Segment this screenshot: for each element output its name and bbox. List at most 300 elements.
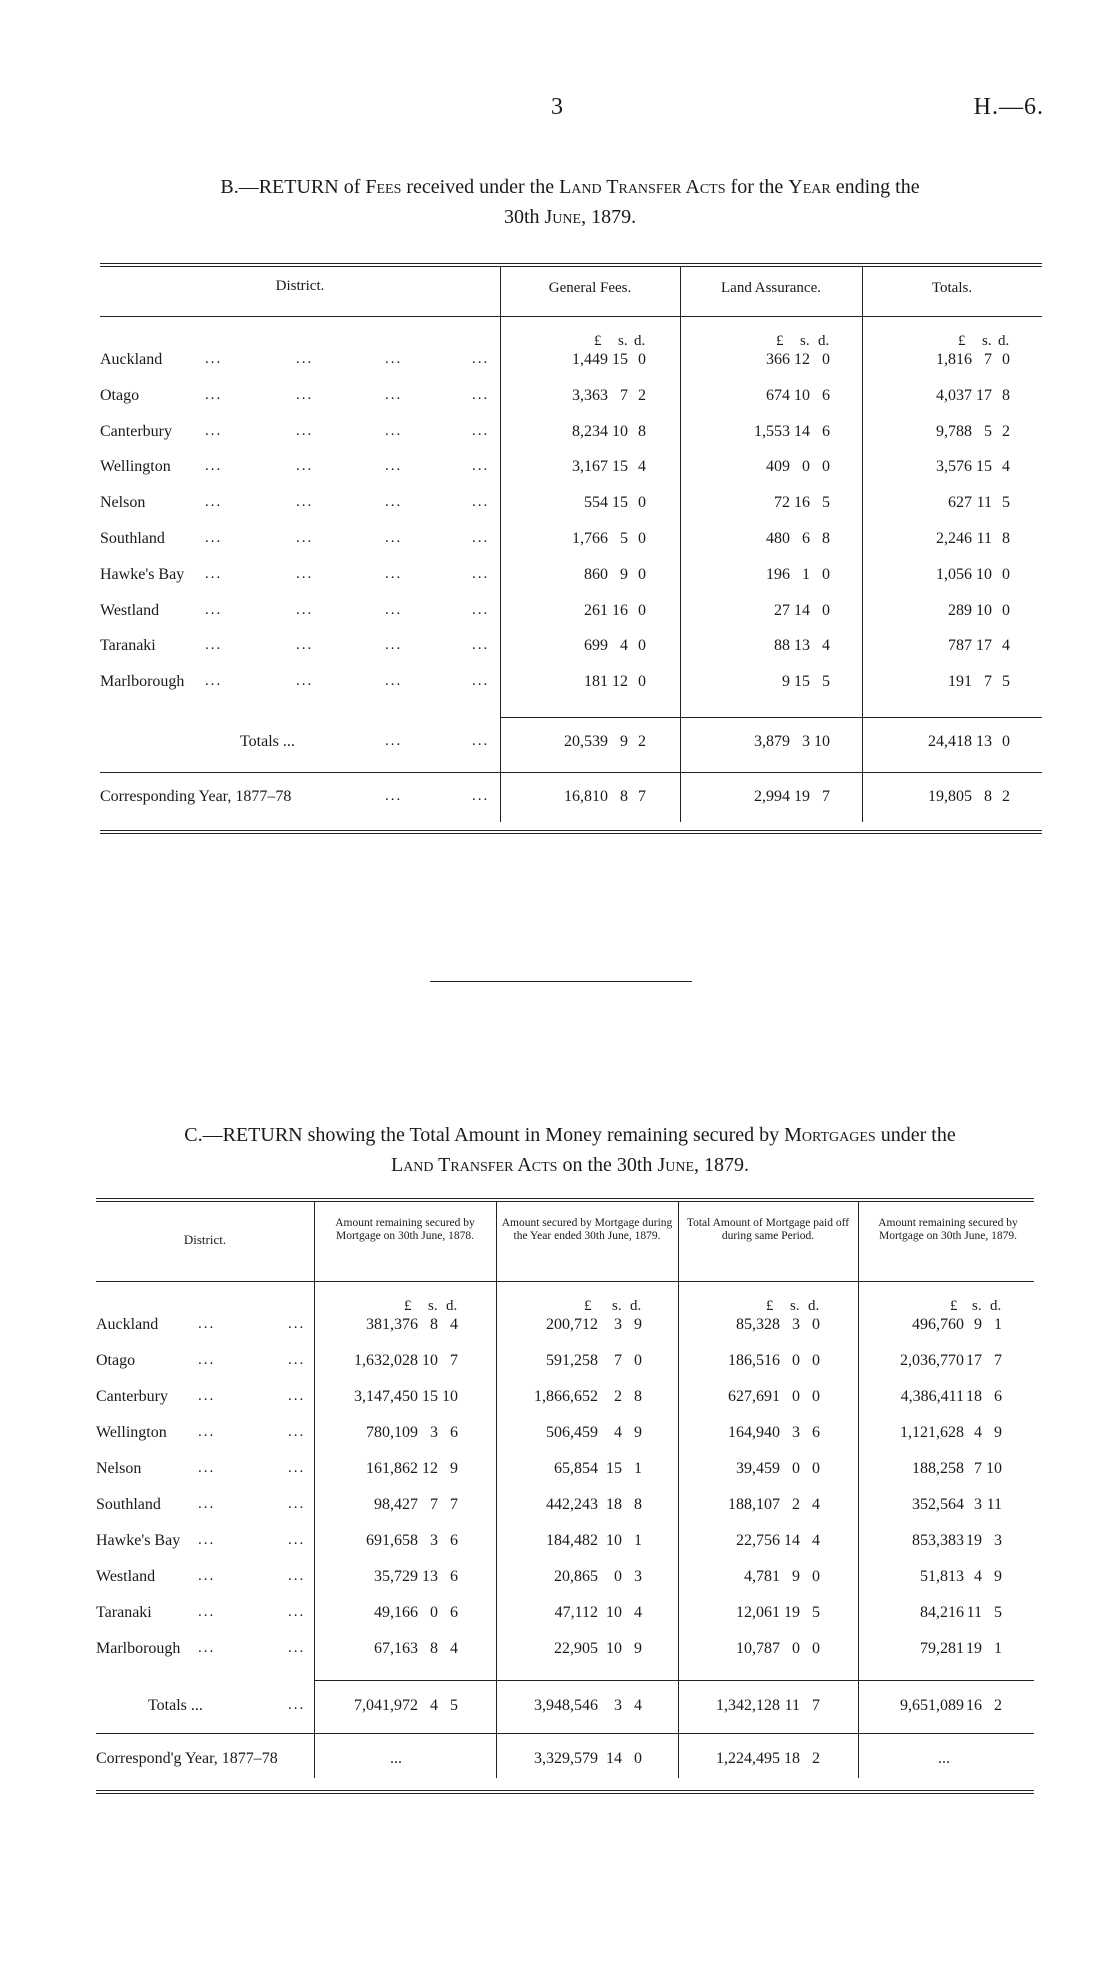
- land-assurance-shillings: 1: [802, 566, 810, 583]
- land-assurance-pence: 5: [822, 673, 830, 690]
- table-c-top-rule: [96, 1198, 1034, 1199]
- district-name: Westland: [100, 602, 160, 619]
- totals-shillings: 17: [976, 637, 992, 654]
- leader-dots: ...: [288, 1460, 306, 1476]
- amount-c1-pounds: 161,862: [366, 1460, 418, 1477]
- corresponding-totals-pence: 2: [1002, 788, 1010, 805]
- table-c-header-district: District.: [183, 1232, 227, 1247]
- corresponding-general-fees-shillings: 8: [620, 788, 628, 805]
- amount-c3-pounds: 12,061: [736, 1604, 780, 1621]
- totals-pounds: 787: [948, 637, 972, 654]
- amount-c2-pounds: 184,482: [546, 1532, 598, 1549]
- amount-c4-shillings: 4: [974, 1568, 982, 1585]
- totals-shillings: 5: [984, 423, 992, 440]
- totals-totals-pence: 0: [1002, 733, 1010, 750]
- land-assurance-pounds: 88: [774, 637, 790, 654]
- totals-c4-pounds: 9,651,089: [900, 1697, 964, 1714]
- table-c-column-rule-1: [314, 1201, 315, 1778]
- amount-c1-pounds: 381,376: [366, 1316, 418, 1333]
- amount-c3-shillings: 0: [792, 1388, 800, 1405]
- leader-dots: ...: [385, 458, 403, 474]
- table-b-bottom-rule-inner: [100, 833, 1042, 834]
- table-b-header-district: District.: [275, 278, 325, 294]
- amount-c2-pence: 9: [634, 1640, 642, 1657]
- totals-pence: 4: [1002, 637, 1010, 654]
- land-assurance-pounds: 9: [782, 673, 790, 690]
- table-c-header-paid-off: Total Amount of Mortgage paid off during same Period.: [686, 1217, 850, 1242]
- totals-shillings: 7: [984, 351, 992, 368]
- district-name: Otago: [96, 1352, 136, 1369]
- table-c-c3-shillings-sign: s.: [790, 1298, 800, 1314]
- amount-c4-pounds: 496,760: [912, 1316, 964, 1333]
- amount-c3-pence: 0: [812, 1352, 820, 1369]
- land-assurance-pounds: 196: [766, 566, 790, 583]
- table-c-c4-pence-sign: d.: [990, 1298, 1002, 1314]
- amount-c1-shillings: 12: [422, 1460, 438, 1477]
- amount-c4-shillings: 11: [966, 1604, 982, 1621]
- amount-c2-pence: 4: [634, 1604, 642, 1621]
- leader-dots: ...: [296, 673, 314, 689]
- amount-c4-pence: 10: [986, 1460, 1002, 1477]
- leader-dots: ...: [385, 423, 403, 439]
- totals-shillings: 11: [976, 530, 992, 547]
- amount-c3-shillings: 19: [784, 1604, 800, 1621]
- amount-c2-shillings: 10: [606, 1604, 622, 1621]
- table-b-bottom-rule: [100, 830, 1042, 831]
- amount-c4-pounds: 51,813: [920, 1568, 964, 1585]
- table-c-corresponding-label: Correspond'g Year, 1877–78: [96, 1750, 278, 1767]
- amount-c2-pounds: 22,905: [554, 1640, 598, 1657]
- corresponding-c4: ...: [938, 1750, 950, 1767]
- amount-c1-shillings: 8: [430, 1316, 438, 1333]
- amount-c4-pounds: 84,216: [920, 1604, 964, 1621]
- amount-c4-shillings: 19: [966, 1532, 982, 1549]
- amount-c4-pence: 6: [994, 1388, 1002, 1405]
- amount-c2-shillings: 10: [606, 1640, 622, 1657]
- amount-c1-shillings: 13: [422, 1568, 438, 1585]
- leader-dots: ...: [472, 788, 490, 804]
- amount-c1-shillings: 8: [430, 1640, 438, 1657]
- district-name: Southland: [100, 530, 165, 547]
- land-assurance-shillings: 13: [794, 637, 810, 654]
- leader-dots: ...: [288, 1316, 306, 1332]
- amount-c1-pence: 7: [450, 1496, 458, 1513]
- table-c-header-rule: [96, 1281, 1034, 1282]
- general-fees-pounds: 699: [584, 637, 608, 654]
- corresponding-land-assurance-pence: 7: [822, 788, 830, 805]
- amount-c4-shillings: 4: [974, 1424, 982, 1441]
- leader-dots: ...: [472, 351, 490, 367]
- leader-dots: ...: [198, 1352, 216, 1368]
- land-assurance-pounds: 1,553: [754, 423, 790, 440]
- leader-dots: ...: [296, 458, 314, 474]
- amount-c4-pence: 1: [994, 1640, 1002, 1657]
- totals-pence: 0: [1002, 351, 1010, 368]
- amount-c1-pounds: 3,147,450: [354, 1388, 418, 1405]
- district-name: Wellington: [96, 1424, 167, 1441]
- amount-c4-pence: 9: [994, 1424, 1002, 1441]
- amount-c3-pounds: 4,781: [744, 1568, 780, 1585]
- amount-c3-pence: 4: [812, 1496, 820, 1513]
- totals-c1-pounds: 7,041,972: [354, 1697, 418, 1714]
- leader-dots: ...: [296, 387, 314, 403]
- amount-c4-pence: 1: [994, 1316, 1002, 1333]
- land-assurance-shillings: 6: [802, 530, 810, 547]
- amount-c2-pence: 0: [634, 1352, 642, 1369]
- totals-general-fees-shillings: 9: [620, 733, 628, 750]
- general-fees-shillings: 4: [620, 637, 628, 654]
- amount-c1-pounds: 49,166: [374, 1604, 418, 1621]
- amount-c4-shillings: 7: [974, 1460, 982, 1477]
- leader-dots: ...: [205, 637, 223, 653]
- amount-c1-shillings: 0: [430, 1604, 438, 1621]
- totals-shillings: 10: [976, 602, 992, 619]
- leader-dots: ...: [385, 494, 403, 510]
- leader-dots: ...: [385, 637, 403, 653]
- table-b-corresponding-rule: [100, 772, 1042, 773]
- leader-dots: ...: [472, 637, 490, 653]
- amount-c2-shillings: 7: [614, 1352, 622, 1369]
- leader-dots: ...: [198, 1388, 216, 1404]
- table-c-c4-pound-sign: £: [950, 1298, 958, 1314]
- leader-dots: ...: [472, 458, 490, 474]
- leader-dots: ...: [205, 387, 223, 403]
- leader-dots: ...: [288, 1640, 306, 1656]
- leader-dots: ...: [472, 733, 490, 749]
- general-fees-shillings: 15: [612, 494, 628, 511]
- table-c-bottom-rule-inner: [96, 1793, 1034, 1794]
- land-assurance-pounds: 366: [766, 351, 790, 368]
- amount-c2-pounds: 47,112: [554, 1604, 598, 1621]
- totals-pounds: 2,246: [936, 530, 972, 547]
- amount-c3-pence: 0: [812, 1316, 820, 1333]
- table-c-header-secured-during-year: Amount secured by Mortgage during the Year ended 30th June, 1879.: [501, 1217, 673, 1242]
- land-assurance-shillings: 16: [794, 494, 810, 511]
- amount-c4-shillings: 18: [966, 1388, 982, 1405]
- amount-c2-pounds: 200,712: [546, 1316, 598, 1333]
- leader-dots: ...: [198, 1496, 216, 1512]
- amount-c3-pence: 0: [812, 1640, 820, 1657]
- corresponding-c2-shillings: 14: [606, 1750, 622, 1767]
- totals-shillings: 10: [976, 566, 992, 583]
- totals-c3-pounds: 1,342,128: [716, 1697, 780, 1714]
- leader-dots: ...: [288, 1388, 306, 1404]
- general-fees-pounds: 261: [584, 602, 608, 619]
- amount-c4-pounds: 1,121,628: [900, 1424, 964, 1441]
- amount-c2-shillings: 15: [606, 1460, 622, 1477]
- amount-c3-pence: 0: [812, 1460, 820, 1477]
- page-number: 3: [551, 94, 563, 120]
- amount-c2-pence: 8: [634, 1388, 642, 1405]
- table-b-assurance-pence-sign: d.: [818, 333, 830, 349]
- leader-dots: ...: [472, 602, 490, 618]
- leader-dots: ...: [198, 1532, 216, 1548]
- totals-c4-pence: 2: [994, 1697, 1002, 1714]
- leader-dots: ...: [296, 602, 314, 618]
- corresponding-land-assurance-shillings: 19: [794, 788, 810, 805]
- totals-c1-pence: 5: [450, 1697, 458, 1714]
- leader-dots: ...: [205, 423, 223, 439]
- table-c-c2-pound-sign: £: [584, 1298, 592, 1314]
- general-fees-pounds: 1,766: [572, 530, 608, 547]
- amount-c1-pounds: 98,427: [374, 1496, 418, 1513]
- amount-c1-pence: 6: [450, 1532, 458, 1549]
- general-fees-pence: 0: [638, 351, 646, 368]
- corresponding-general-fees-pounds: 16,810: [564, 788, 608, 805]
- amount-c3-pence: 4: [812, 1532, 820, 1549]
- amount-c4-pounds: 4,386,411: [900, 1388, 964, 1405]
- leader-dots: ...: [198, 1460, 216, 1476]
- totals-c2-pence: 4: [634, 1697, 642, 1714]
- amount-c3-shillings: 0: [792, 1640, 800, 1657]
- amount-c4-pounds: 2,036,770: [900, 1352, 964, 1369]
- amount-c4-pence: 5: [994, 1604, 1002, 1621]
- amount-c3-shillings: 3: [792, 1424, 800, 1441]
- amount-c3-shillings: 2: [792, 1496, 800, 1513]
- leader-dots: ...: [288, 1568, 306, 1584]
- leader-dots: ...: [296, 351, 314, 367]
- amount-c2-pounds: 65,854: [554, 1460, 598, 1477]
- table-c-c3-pound-sign: £: [766, 1298, 774, 1314]
- table-b-totals-rule: [500, 717, 1042, 718]
- amount-c1-pounds: 35,729: [374, 1568, 418, 1585]
- totals-shillings: 15: [976, 458, 992, 475]
- general-fees-pounds: 1,449: [572, 351, 608, 368]
- general-fees-shillings: 12: [612, 673, 628, 690]
- district-name: Auckland: [100, 351, 163, 368]
- leader-dots: ...: [288, 1496, 306, 1512]
- amount-c1-pence: 4: [450, 1316, 458, 1333]
- general-fees-pounds: 860: [584, 566, 608, 583]
- table-b-corresponding-label: Corresponding Year, 1877–78: [100, 788, 292, 805]
- district-name: Nelson: [100, 494, 146, 511]
- land-assurance-pounds: 409: [766, 458, 790, 475]
- land-assurance-pence: 0: [822, 566, 830, 583]
- totals-pence: 4: [1002, 458, 1010, 475]
- amount-c2-shillings: 3: [614, 1316, 622, 1333]
- amount-c2-shillings: 2: [614, 1388, 622, 1405]
- table-b-general-pound-sign: £: [594, 333, 602, 349]
- table-c-column-rule-2: [496, 1201, 497, 1778]
- amount-c4-pence: 7: [994, 1352, 1002, 1369]
- leader-dots: ...: [288, 1352, 306, 1368]
- leader-dots: ...: [198, 1568, 216, 1584]
- corresponding-c3-shillings: 18: [784, 1750, 800, 1767]
- amount-c4-pence: 11: [986, 1496, 1002, 1513]
- amount-c3-pounds: 627,691: [728, 1388, 780, 1405]
- general-fees-pounds: 3,167: [572, 458, 608, 475]
- leader-dots: ...: [472, 673, 490, 689]
- general-fees-shillings: 7: [620, 387, 628, 404]
- district-name: Taranaki: [100, 637, 156, 654]
- corresponding-c3-pence: 2: [812, 1750, 820, 1767]
- leader-dots: ...: [296, 494, 314, 510]
- district-name: Canterbury: [100, 423, 172, 440]
- amount-c1-pence: 4: [450, 1640, 458, 1657]
- general-fees-pence: 0: [638, 494, 646, 511]
- table-b-column-rule-1: [500, 266, 501, 822]
- totals-totals-pounds: 24,418: [928, 733, 972, 750]
- leader-dots: ...: [296, 637, 314, 653]
- totals-pounds: 1,056: [936, 566, 972, 583]
- leader-dots: ...: [198, 1424, 216, 1440]
- corresponding-land-assurance-pounds: 2,994: [754, 788, 790, 805]
- leader-dots: ...: [205, 673, 223, 689]
- totals-c1-shillings: 4: [430, 1697, 438, 1714]
- table-c-corresponding-rule: [96, 1733, 1034, 1734]
- totals-pounds: 289: [948, 602, 972, 619]
- district-name: Marlborough: [100, 673, 185, 690]
- leader-dots: ...: [385, 788, 403, 804]
- leader-dots: ...: [385, 733, 403, 749]
- amount-c1-shillings: 10: [422, 1352, 438, 1369]
- table-c-header-remaining-1879: Amount remaining secured by Mortgage on 30th June, 1879.: [878, 1217, 1018, 1242]
- table-b-general-pence-sign: d.: [634, 333, 646, 349]
- land-assurance-pence: 0: [822, 458, 830, 475]
- amount-c1-pence: 9: [450, 1460, 458, 1477]
- general-fees-pence: 0: [638, 637, 646, 654]
- amount-c3-pence: 0: [812, 1388, 820, 1405]
- table-b-totals-label: Totals ...: [240, 733, 295, 750]
- district-name: Hawke's Bay: [100, 566, 185, 583]
- amount-c1-pounds: 691,658: [366, 1532, 418, 1549]
- land-assurance-shillings: 0: [802, 458, 810, 475]
- corresponding-totals-pounds: 19,805: [928, 788, 972, 805]
- table-b-title-line1: B.—RETURN of Fees received under the Land Transfer Acts for the Year ending the: [220, 176, 920, 198]
- amount-c3-pence: 6: [812, 1424, 820, 1441]
- table-c-c1-pound-sign: £: [404, 1298, 412, 1314]
- totals-land-assurance-shillings: 3: [802, 733, 810, 750]
- table-b-column-rule-2: [680, 266, 681, 822]
- leader-dots: ...: [385, 566, 403, 582]
- district-name: Southland: [96, 1496, 161, 1513]
- amount-c3-pounds: 186,516: [728, 1352, 780, 1369]
- table-c-c3-pence-sign: d.: [808, 1298, 820, 1314]
- district-name: Wellington: [100, 458, 171, 475]
- land-assurance-pence: 0: [822, 351, 830, 368]
- amount-c3-pounds: 10,787: [736, 1640, 780, 1657]
- table-b-header-rule: [100, 316, 500, 317]
- leader-dots: ...: [288, 1604, 306, 1620]
- totals-pence: 5: [1002, 673, 1010, 690]
- amount-c1-pounds: 67,163: [374, 1640, 418, 1657]
- totals-pence: 5: [1002, 494, 1010, 511]
- table-c-c1-pence-sign: d.: [446, 1298, 458, 1314]
- amount-c3-shillings: 0: [792, 1352, 800, 1369]
- corresponding-c3-pounds: 1,224,495: [716, 1750, 780, 1767]
- totals-pence: 0: [1002, 566, 1010, 583]
- amount-c3-pounds: 39,459: [736, 1460, 780, 1477]
- general-fees-shillings: 16: [612, 602, 628, 619]
- land-assurance-pence: 0: [822, 602, 830, 619]
- general-fees-pence: 0: [638, 530, 646, 547]
- leader-dots: ...: [198, 1640, 216, 1656]
- corresponding-c1: ...: [390, 1750, 402, 1767]
- general-fees-pence: 2: [638, 387, 646, 404]
- table-c-header-remaining-1878: Amount remaining secured by Mortgage on 30th June, 1878.: [335, 1217, 475, 1242]
- general-fees-pence: 0: [638, 673, 646, 690]
- amount-c1-pence: 10: [442, 1388, 458, 1405]
- amount-c2-shillings: 18: [606, 1496, 622, 1513]
- leader-dots: ...: [205, 530, 223, 546]
- table-c-c4-shillings-sign: s.: [972, 1298, 982, 1314]
- leader-dots: ...: [472, 423, 490, 439]
- amount-c4-pence: 9: [994, 1568, 1002, 1585]
- amount-c2-pence: 8: [634, 1496, 642, 1513]
- land-assurance-pounds: 27: [774, 602, 790, 619]
- district-name: Otago: [100, 387, 140, 404]
- amount-c3-shillings: 9: [792, 1568, 800, 1585]
- amount-c4-pence: 3: [994, 1532, 1002, 1549]
- leader-dots: ...: [296, 530, 314, 546]
- leader-dots: ...: [296, 423, 314, 439]
- amount-c2-shillings: 10: [606, 1532, 622, 1549]
- leader-dots: ...: [472, 494, 490, 510]
- leader-dots: ...: [205, 351, 223, 367]
- corresponding-c2-pence: 0: [634, 1750, 642, 1767]
- leader-dots: ...: [205, 494, 223, 510]
- leader-dots: ...: [472, 387, 490, 403]
- table-c-title-line2: Land Transfer Acts on the 30th June, 1879.: [390, 1154, 749, 1176]
- amount-c3-pounds: 22,756: [736, 1532, 780, 1549]
- amount-c3-shillings: 3: [792, 1316, 800, 1333]
- amount-c1-pence: 6: [450, 1424, 458, 1441]
- corresponding-general-fees-pence: 7: [638, 788, 646, 805]
- amount-c4-shillings: 17: [966, 1352, 982, 1369]
- district-name: Westland: [96, 1568, 156, 1585]
- totals-general-fees-pounds: 20,539: [564, 733, 608, 750]
- table-c-column-rule-4: [858, 1201, 859, 1778]
- totals-pence: 8: [1002, 387, 1010, 404]
- leader-dots: ...: [205, 458, 223, 474]
- table-b-top-rule-inner: [100, 266, 1042, 267]
- amount-c2-pounds: 591,258: [546, 1352, 598, 1369]
- table-b-totals-shillings-sign: s.: [982, 333, 992, 349]
- district-name: Canterbury: [96, 1388, 168, 1405]
- land-assurance-shillings: 14: [794, 423, 810, 440]
- corresponding-c2-pounds: 3,329,579: [534, 1750, 598, 1767]
- leader-dots: ...: [472, 530, 490, 546]
- amount-c4-pounds: 352,564: [912, 1496, 964, 1513]
- leader-dots: ...: [198, 1316, 216, 1332]
- table-b-totals-pence-sign: d.: [998, 333, 1010, 349]
- totals-c3-shillings: 11: [784, 1697, 800, 1714]
- amount-c1-shillings: 3: [430, 1424, 438, 1441]
- totals-land-assurance-pounds: 3,879: [754, 733, 790, 750]
- general-fees-shillings: 5: [620, 530, 628, 547]
- land-assurance-shillings: 12: [794, 351, 810, 368]
- totals-pence: 0: [1002, 602, 1010, 619]
- corresponding-totals-shillings: 8: [984, 788, 992, 805]
- amount-c3-pounds: 164,940: [728, 1424, 780, 1441]
- leader-dots: ...: [288, 1532, 306, 1548]
- table-b-header-general-fees: General Fees.: [548, 280, 632, 296]
- totals-pounds: 3,576: [936, 458, 972, 475]
- table-b-totals-pound-sign: £: [958, 333, 966, 349]
- table-c-c2-pence-sign: d.: [630, 1298, 642, 1314]
- amount-c1-pounds: 780,109: [366, 1424, 418, 1441]
- leader-dots: ...: [385, 530, 403, 546]
- amount-c1-pounds: 1,632,028: [354, 1352, 418, 1369]
- amount-c2-pounds: 506,459: [546, 1424, 598, 1441]
- table-b-assurance-shillings-sign: s.: [800, 333, 810, 349]
- land-assurance-pence: 5: [822, 494, 830, 511]
- amount-c2-pounds: 442,243: [546, 1496, 598, 1513]
- amount-c4-pounds: 188,258: [912, 1460, 964, 1477]
- table-c-c2-shillings-sign: s.: [612, 1298, 622, 1314]
- totals-shillings: 7: [984, 673, 992, 690]
- leader-dots: ...: [385, 387, 403, 403]
